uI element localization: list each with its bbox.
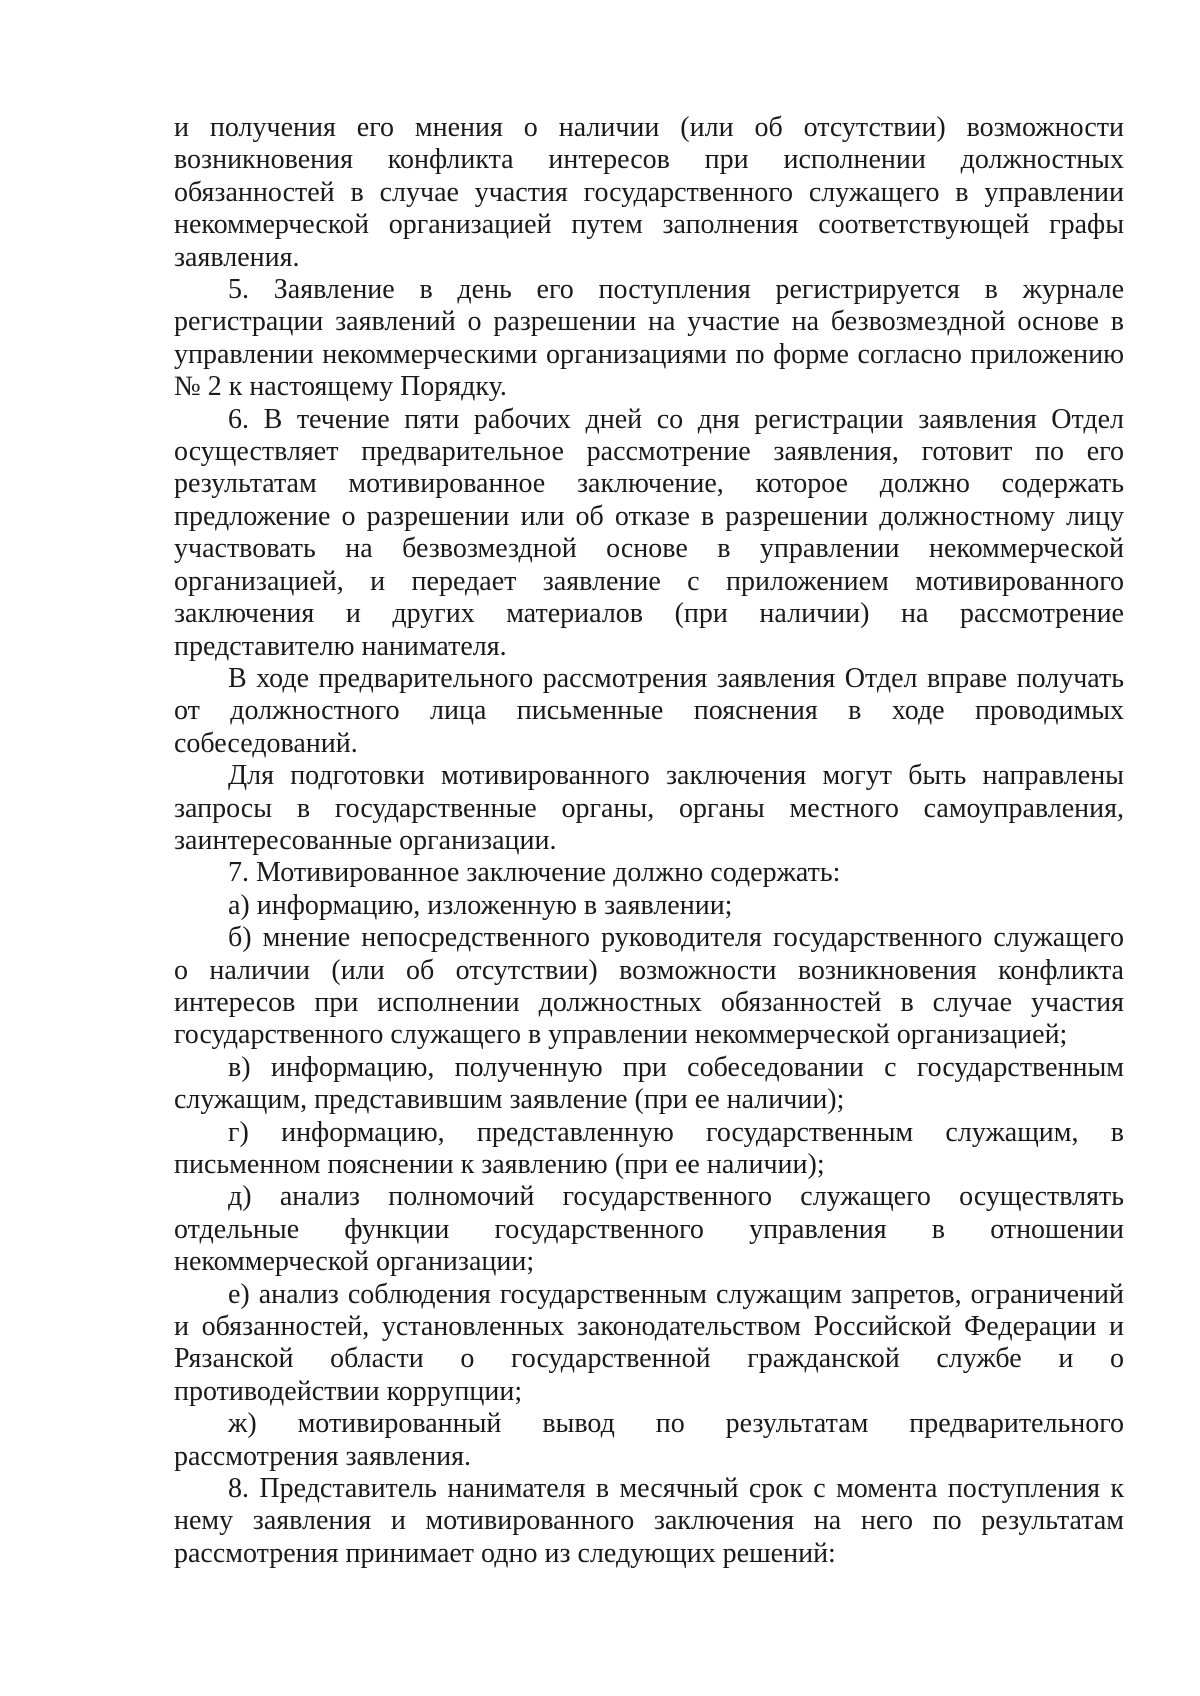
paragraph-clause-5: 5. Заявление в день его поступления регистрируется в журнале регистрации заявлений о разрешении на участие на безвозмездной основе в управлении некоммерческими организациями по форме согласно приложению № 2 к настоящему Порядку.	[174, 274, 1124, 403]
paragraph-clause-8: 8. Представитель нанимателя в месячный срок с момента поступления к нему заявления и мотивированного заключения на него по результатам рассмотрения принимает одно из следующих решений:	[174, 1473, 1124, 1569]
list-item-e: е) анализ соблюдения государственным служащим запретов, ограничений и обязанностей, установленных законодательством Российской Федерации и Рязанской области о государственной гражданской службе и о противодействии коррупции;	[174, 1278, 1124, 1407]
paragraph-clause-6-requests: Для подготовки мотивированного заключения могут быть направлены запросы в государственные органы, органы местного самоуправления, заинтересованные организации.	[174, 760, 1124, 856]
paragraph-clause-7: 7. Мотивированное заключение должно содержать:	[228, 857, 841, 889]
paragraph-clause-6: 6. В течение пяти рабочих дней со дня регистрации заявления Отдел осуществляет предварительное рассмотрение заявления, готовит по его результатам мотивированное заключение, которое должно содержать предложение о разрешении или об отказе в разрешении должностному лицу участвовать на безвозмездной основе в управлении некоммерческой организацией, и передает заявление с приложением мотивированного заключения и других материалов (при наличии) на рассмотрение представителю нанимателя.	[174, 403, 1124, 662]
list-item-v: в) информацию, полученную при собеседовании с государственным служащим, представившим заявление (при ее наличии);	[174, 1051, 1124, 1116]
paragraph-intro: и получения его мнения о наличии (или об отсутствии) возможности возникновения конфликта интересов при исполнении должностных обязанностей в случае участия государственного служащего в управлении некоммерческой организацией путем заполнения соответствующей графы заявления.	[174, 112, 1124, 273]
paragraph-clause-6-preliminary: В ходе предварительного рассмотрения заявления Отдел вправе получать от должностного лица письменные пояснения в ходе проводимых собеседований.	[174, 662, 1124, 759]
document-page	[174, 112, 1124, 1570]
list-item-d: д) анализ полномочий государственного служащего осуществлять отдельные функции государственного управления в отношении некоммерческой организации;	[174, 1181, 1124, 1278]
list-item-g: г) информацию, представленную государственным служащим, в письменном пояснении к заявлению (при ее наличии);	[174, 1116, 1124, 1180]
list-item-zh: ж) мотивированный вывод по результатам предварительного рассмотрения заявления.	[174, 1408, 1124, 1472]
list-item-a: а) информацию, изложенную в заявлении;	[228, 889, 733, 921]
list-item-b: б) мнение непосредственного руководителя государственного служащего о наличии (или об отсутствии) возможности возникновения конфликта интересов при исполнении должностных обязанностей в случае участия государственного служащего в управлении некоммерческой организацией;	[174, 922, 1124, 1051]
